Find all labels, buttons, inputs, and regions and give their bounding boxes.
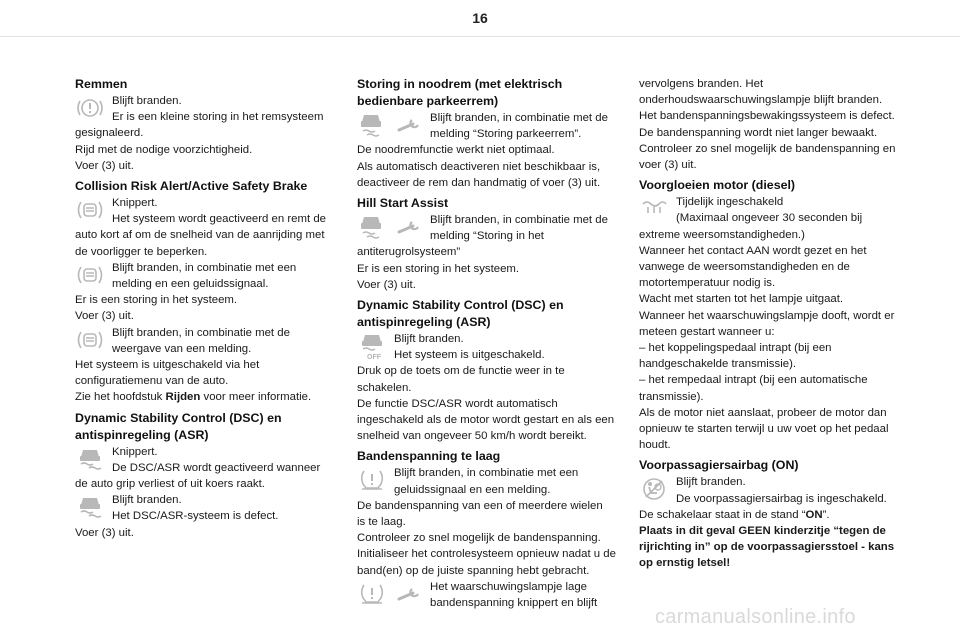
entry-text-line: Druk op de toets om de functie weer in te xyxy=(357,365,565,378)
intro-line: Controleer zo snel mogelijk de bandenspanning en xyxy=(639,142,896,155)
indicator-entry xyxy=(75,260,337,325)
entry-text-line: Er is een storing in het systeem. xyxy=(75,294,238,307)
entry-text-line: Het DSC/ASR-systeem is defect. xyxy=(112,510,279,523)
note-emphasis: ON xyxy=(805,508,823,521)
entry-text-line: melding en een geluidssignaal. xyxy=(112,278,269,291)
section-heading: Dynamic Stability Control (DSC) en antispinregeling (ASR) xyxy=(357,298,564,330)
entry-text-line: Blijft branden. xyxy=(676,476,746,489)
entry-text-line: – het koppelingspedaal intrapt (bij een xyxy=(639,342,832,355)
section-heading: Voorgloeien motor (diesel) xyxy=(639,178,796,193)
glow-plug-icon xyxy=(639,194,673,224)
entry-text-line: Blijft branden, in combinatie met de xyxy=(430,112,608,124)
section xyxy=(639,457,901,571)
entry-text-line: configuratiemenu van de auto. xyxy=(75,375,229,388)
entry-text-line: Er is een kleine storing in het remsysteem xyxy=(112,111,324,124)
entry-text-line: opnieuw te starten terwijl u uw voet op het pedaal xyxy=(639,423,889,436)
safety-warning-line: op ernstig letsel! xyxy=(639,557,731,570)
note-text: voor meer informatie. xyxy=(200,391,312,404)
entry-text-line: schakelen. xyxy=(357,381,412,394)
tyre-pressure-icon xyxy=(357,465,391,495)
entry-text-line: motortemperatuur nodig is. xyxy=(639,277,776,290)
section-note xyxy=(639,507,901,523)
entry-text-line: Knippert. xyxy=(112,197,158,210)
entry-text-line: De voorpassagiersairbag is ingeschakeld. xyxy=(676,492,887,505)
section xyxy=(357,76,619,191)
entry-text-line: Blijft branden, in combinatie met de xyxy=(112,326,290,339)
indicator-entry xyxy=(75,325,337,390)
intro-line: Het bandenspanningsbewakingssysteem is defect. xyxy=(639,110,895,123)
note-emphasis: Rijden xyxy=(165,391,201,404)
entry-text-line: weergave van een melding. xyxy=(112,342,252,355)
note-text: ”. xyxy=(822,508,830,521)
entry-text-line: Het systeem wordt geactiveerd en remt de xyxy=(112,213,326,226)
section-heading: Collision Risk Alert/Active Safety Brake xyxy=(75,179,308,194)
safety-warning-line: rijrichting in” op de voorpassagiersstoel - kans xyxy=(639,541,895,554)
safety-warning-line: Plaats in dit geval GEEN kinderzitje “tegen de xyxy=(639,525,886,538)
collision-alert-icon xyxy=(75,325,109,355)
column-1 xyxy=(75,76,337,545)
car-and-wrench-icon xyxy=(357,212,427,242)
entry-text-line: handgeschakelde transmissie). xyxy=(639,358,797,371)
entry-text-line: de auto grip verliest of uit koers raakt. xyxy=(75,478,265,491)
indicator-entry xyxy=(639,474,901,506)
entry-text-line: snelheid van ongeveer 50 km/h wordt bereikt. xyxy=(357,430,587,443)
indicator-entry xyxy=(639,194,901,453)
entry-text-line: extreme weersomstandigheden.) xyxy=(639,228,805,241)
indicator-entry xyxy=(357,212,619,293)
entry-text-line: Knippert. xyxy=(112,445,158,458)
section xyxy=(357,297,619,444)
entry-text-line: (Maximaal ongeveer 30 seconden bij xyxy=(676,212,863,225)
entry-text-line: De noodremfunctie werkt niet optimaal. xyxy=(357,144,555,157)
entry-text-line: de voorligger te beperken. xyxy=(75,245,208,258)
entry-text-line: band(en) op de juiste spanning hebt gebracht. xyxy=(357,564,590,577)
tyre-pressure-and-wrench-icon xyxy=(357,579,427,609)
note-text: Zie het hoofdstuk xyxy=(75,391,166,404)
entry-text-line: Voer (3) uit. xyxy=(75,159,134,172)
section xyxy=(75,76,337,174)
entry-text-line: Blijft branden. xyxy=(394,333,464,346)
entry-text-line: Blijft branden. xyxy=(112,494,182,507)
section-heading: Remmen xyxy=(75,77,128,91)
section-heading: Bandenspanning te laag xyxy=(357,449,501,464)
entry-text-line: Blijft branden, in combinatie met een xyxy=(112,261,297,274)
entry-text-line: bandenspanning knippert en blijft xyxy=(430,597,598,610)
entry-text-line: Tijdelijk ingeschakeld xyxy=(676,196,784,209)
column-2 xyxy=(357,76,619,615)
entry-text-line: transmissie). xyxy=(639,390,704,403)
indicator-entry xyxy=(357,465,619,578)
section-heading: Voorpassagiersairbag (ON) xyxy=(639,458,799,473)
entry-text-line: gesignaleerd. xyxy=(75,127,144,140)
entry-text-line: Het systeem is uitgeschakeld. xyxy=(394,349,545,362)
entry-text-line: Wacht met starten tot het lampje uitgaat. xyxy=(639,293,844,306)
entry-text-line: houdt. xyxy=(639,439,671,452)
intro-paragraph xyxy=(639,76,901,173)
section xyxy=(639,177,901,453)
note-text: De schakelaar staat in de stand “ xyxy=(639,508,806,521)
indicator-entry xyxy=(357,110,619,191)
section-note xyxy=(75,389,337,405)
indicator-entry xyxy=(75,195,337,260)
entry-text-line: Wanneer het waarschuwingslampje dooft, wordt er xyxy=(639,309,895,322)
entry-text-line: Voer (3) uit. xyxy=(75,526,134,539)
entry-text-line: Wanneer het contact AAN wordt gezet en het xyxy=(639,244,867,257)
entry-text-line: vanwege de weersomstandigheden en de xyxy=(639,261,850,274)
indicator-entry xyxy=(75,492,337,541)
entry-text-line: Het systeem is uitgeschakeld via het xyxy=(75,359,260,372)
entry-text-line: Als automatisch deactiveren niet beschikbaar is, xyxy=(357,160,601,173)
section xyxy=(357,448,619,611)
entry-text-line: Voer (3) uit. xyxy=(75,310,134,323)
entry-text-line: Voer (3) uit. xyxy=(357,278,416,291)
watermark: carmanualsonline.info xyxy=(655,606,856,628)
entry-text-line: Blijft branden. xyxy=(112,95,182,107)
entry-text-line: geluidssignaal en een melding. xyxy=(394,483,551,496)
airbag-off-icon xyxy=(639,474,673,504)
entry-text-line: Blijft branden, in combinatie met een xyxy=(394,467,579,480)
entry-text-line: Rijd met de nodige voorzichtigheid. xyxy=(75,143,253,156)
section-heading: Dynamic Stability Control (DSC) en antispinregeling (ASR) xyxy=(75,410,282,442)
entry-text-line: auto kort af om de snelheid van de aanrijding met xyxy=(75,229,325,242)
page-number: 16 xyxy=(472,10,488,26)
collision-alert-icon xyxy=(75,195,109,225)
indicator-entry xyxy=(357,579,619,611)
entry-text-line: is te laag. xyxy=(357,516,406,529)
collision-alert-icon xyxy=(75,260,109,290)
entry-text-line: antiterugrolsysteem” xyxy=(357,246,461,259)
skid-car-icon xyxy=(75,492,109,522)
section xyxy=(357,195,619,293)
header-divider xyxy=(0,36,960,37)
entry-text-line: meteen gestart wanneer u: xyxy=(639,325,775,338)
car-and-wrench-icon xyxy=(357,110,427,140)
entry-text-line: melding “Storing in het xyxy=(430,230,544,243)
intro-line: De bandenspanning wordt niet langer bewaakt. xyxy=(639,126,878,139)
intro-line: onderhoudswaarschuwingslampje blijft branden. xyxy=(639,94,883,107)
brake-warning-icon xyxy=(75,93,109,123)
entry-text-line: Het waarschuwingslampje lage xyxy=(430,580,588,593)
entry-text-line: De bandenspanning van een of meerdere wielen xyxy=(357,499,603,512)
entry-text-line: Initialiseer het controlesysteem opnieuw nadat u de xyxy=(357,548,616,561)
entry-text-line: Blijft branden, in combinatie met de xyxy=(430,214,608,227)
section-heading: Storing in noodrem (met elektrisch bedienbare parkeerrem) xyxy=(357,77,563,108)
column-3 xyxy=(639,76,901,576)
entry-text-line: Controleer zo snel mogelijk de bandenspanning. xyxy=(357,532,601,545)
entry-text-line: De DSC/ASR wordt geactiveerd wanneer xyxy=(112,461,321,474)
entry-text-line: ingeschakeld als de motor wordt gestart en als een xyxy=(357,414,615,427)
intro-line: voer (3) uit. xyxy=(639,159,697,172)
section xyxy=(75,178,337,406)
entry-text-line: De functie DSC/ASR wordt automatisch xyxy=(357,397,558,410)
indicator-entry xyxy=(357,331,619,444)
section xyxy=(75,410,337,541)
skid-car-icon xyxy=(75,444,109,474)
entry-text-line: deactiveer de rem dan handmatig of voer (3) uit. xyxy=(357,176,601,189)
entry-text-line: – het rempedaal intrapt (bij een automatische xyxy=(639,374,868,387)
skid-off-icon: OFF xyxy=(357,331,391,361)
section-heading: Hill Start Assist xyxy=(357,196,449,211)
entry-text-line: melding “Storing parkeerrem”. xyxy=(430,128,582,141)
entry-text-line: Als de motor niet aanslaat, probeer de motor dan xyxy=(639,406,887,419)
entry-text-line: Er is een storing in het systeem. xyxy=(357,262,520,275)
indicator-entry xyxy=(75,93,337,174)
indicator-entry xyxy=(75,444,337,493)
intro-line: vervolgens branden. Het xyxy=(639,78,764,90)
